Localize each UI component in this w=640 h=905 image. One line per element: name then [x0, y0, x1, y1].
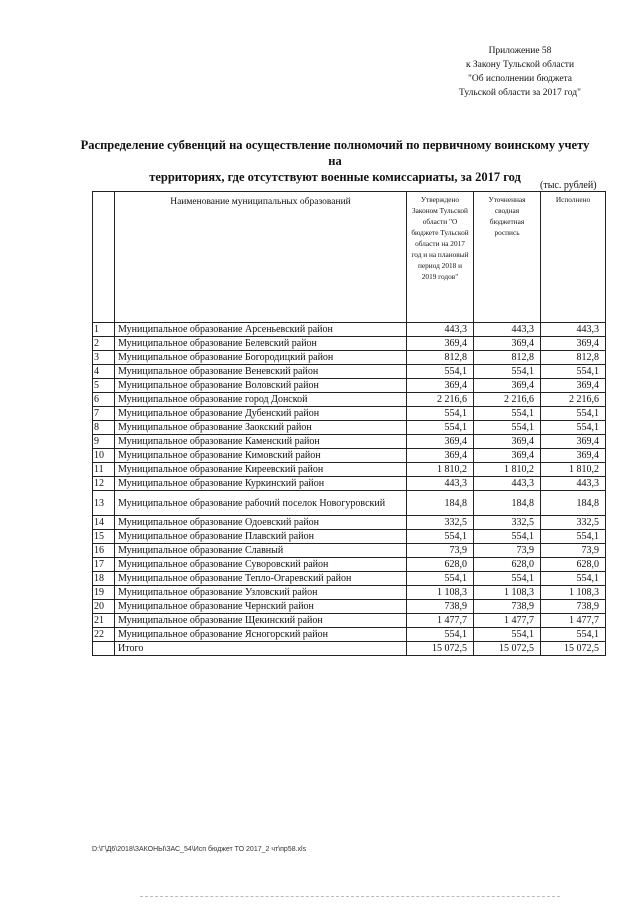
- row-executed: 628,0: [541, 558, 606, 572]
- row-name: Муниципальное образование Узловский район: [115, 586, 407, 600]
- row-revised: 1 477,7: [474, 614, 541, 628]
- appendix-line: "Об исполнении бюджета: [467, 74, 573, 84]
- row-approved: 369,4: [407, 337, 474, 351]
- row-index: 22: [93, 628, 115, 642]
- row-revised: 1 810,2: [474, 463, 541, 477]
- row-approved: 628,0: [407, 558, 474, 572]
- row-revised: 369,4: [474, 337, 541, 351]
- table-row: [93, 586, 606, 600]
- bottom-divider: [140, 896, 560, 897]
- row-approved: 738,9: [407, 600, 474, 614]
- row-revised: 2 216,6: [474, 393, 541, 407]
- row-executed: 554,1: [541, 407, 606, 421]
- row-name: Муниципальное образование Кимовский район: [115, 449, 407, 463]
- title-line: Распределение субвенций на осуществление полномочий по первичному воинскому учету на: [80, 138, 590, 168]
- total-label: Итого: [115, 642, 407, 656]
- row-approved: 184,8: [407, 491, 474, 516]
- row-approved: 554,1: [407, 365, 474, 379]
- appendix-header: [430, 44, 610, 100]
- table-row: [93, 628, 606, 642]
- row-executed: 812,8: [541, 351, 606, 365]
- row-revised: 628,0: [474, 558, 541, 572]
- row-index: 8: [93, 421, 115, 435]
- table-row: [93, 337, 606, 351]
- appendix-line: Приложение 58: [488, 46, 552, 56]
- total-executed: 15 072,5: [541, 642, 606, 656]
- row-approved: 443,3: [407, 323, 474, 337]
- row-index: 18: [93, 572, 115, 586]
- header-name: Наименование муниципальных образований: [115, 192, 407, 323]
- row-revised: 554,1: [474, 421, 541, 435]
- row-revised: 554,1: [474, 628, 541, 642]
- row-index: 19: [93, 586, 115, 600]
- row-revised: 554,1: [474, 365, 541, 379]
- table-row: [93, 351, 606, 365]
- table-row: [93, 449, 606, 463]
- row-name: Муниципальное образование Плавский район: [115, 530, 407, 544]
- row-executed: 443,3: [541, 323, 606, 337]
- row-approved: 554,1: [407, 572, 474, 586]
- row-executed: 184,8: [541, 491, 606, 516]
- row-revised: 369,4: [474, 449, 541, 463]
- row-index: 7: [93, 407, 115, 421]
- header-index: [93, 192, 115, 323]
- row-revised: 73,9: [474, 544, 541, 558]
- row-executed: 369,4: [541, 449, 606, 463]
- row-executed: 369,4: [541, 379, 606, 393]
- table-row: [93, 572, 606, 586]
- table-row: [93, 365, 606, 379]
- table-row: [93, 421, 606, 435]
- file-path-footer: D:\Г\Д6\2018\ЗАКОНЫ\ЗАС_54\Исп бюджет ТО 2017_2 чт\пр58.xls: [92, 846, 307, 853]
- row-approved: 332,5: [407, 516, 474, 530]
- row-approved: 554,1: [407, 407, 474, 421]
- row-name: Муниципальное образование Тепло-Огаревский район: [115, 572, 407, 586]
- row-approved: 369,4: [407, 379, 474, 393]
- row-executed: 369,4: [541, 435, 606, 449]
- table-row: [93, 544, 606, 558]
- row-name: Муниципальное образование Щекинский район: [115, 614, 407, 628]
- row-name: Муниципальное образование Славный: [115, 544, 407, 558]
- row-name: Муниципальное образование Заокский район: [115, 421, 407, 435]
- row-index: 3: [93, 351, 115, 365]
- table-row: [93, 407, 606, 421]
- row-name: Муниципальное образование Воловский район: [115, 379, 407, 393]
- row-revised: 554,1: [474, 530, 541, 544]
- row-name: Муниципальное образование Богородицкий район: [115, 351, 407, 365]
- row-index: 15: [93, 530, 115, 544]
- document-title: [80, 137, 590, 185]
- row-index: 2: [93, 337, 115, 351]
- title-line: территориях, где отсутствуют военные комиссариаты, за 2017 год: [149, 170, 521, 184]
- row-name: Муниципальное образование Веневский район: [115, 365, 407, 379]
- row-index: 13: [93, 491, 115, 516]
- row-index: 14: [93, 516, 115, 530]
- row-index: 16: [93, 544, 115, 558]
- table-row: [93, 393, 606, 407]
- table-row: [93, 516, 606, 530]
- row-index: 21: [93, 614, 115, 628]
- table-row: [93, 435, 606, 449]
- total-approved: 15 072,5: [407, 642, 474, 656]
- table-row: [93, 463, 606, 477]
- row-approved: 2 216,6: [407, 393, 474, 407]
- row-revised: 554,1: [474, 407, 541, 421]
- appendix-line: Тульской области за 2017 год": [459, 88, 581, 98]
- table-row: [93, 491, 606, 516]
- table-row: [93, 614, 606, 628]
- row-name: Муниципальное образование Чернский район: [115, 600, 407, 614]
- total-revised: 15 072,5: [474, 642, 541, 656]
- row-approved: 73,9: [407, 544, 474, 558]
- row-approved: 554,1: [407, 628, 474, 642]
- row-name: Муниципальное образование Каменский район: [115, 435, 407, 449]
- row-approved: 554,1: [407, 421, 474, 435]
- row-approved: 369,4: [407, 449, 474, 463]
- row-executed: 443,3: [541, 477, 606, 491]
- row-revised: 184,8: [474, 491, 541, 516]
- row-executed: 738,9: [541, 600, 606, 614]
- row-index: 20: [93, 600, 115, 614]
- row-revised: 443,3: [474, 323, 541, 337]
- row-name: Муниципальное образование Куркинский район: [115, 477, 407, 491]
- row-index: 5: [93, 379, 115, 393]
- row-executed: 554,1: [541, 530, 606, 544]
- row-revised: 1 108,3: [474, 586, 541, 600]
- row-executed: 554,1: [541, 628, 606, 642]
- units-label: (тыс. рублей): [540, 180, 597, 191]
- row-approved: 1 477,7: [407, 614, 474, 628]
- row-approved: 443,3: [407, 477, 474, 491]
- row-executed: 1 108,3: [541, 586, 606, 600]
- row-executed: 554,1: [541, 421, 606, 435]
- table-row: [93, 600, 606, 614]
- row-approved: 369,4: [407, 435, 474, 449]
- row-revised: 738,9: [474, 600, 541, 614]
- row-executed: 1 810,2: [541, 463, 606, 477]
- row-name: Муниципальное образование Ясногорский район: [115, 628, 407, 642]
- row-executed: 1 477,7: [541, 614, 606, 628]
- row-index: 10: [93, 449, 115, 463]
- row-index: 4: [93, 365, 115, 379]
- table-header-row: [93, 192, 606, 323]
- table-row: [93, 323, 606, 337]
- row-index: 11: [93, 463, 115, 477]
- row-name: Муниципальное образование город Донской: [115, 393, 407, 407]
- row-name: Муниципальное образование Одоевский район: [115, 516, 407, 530]
- row-revised: 812,8: [474, 351, 541, 365]
- row-name: Муниципальное образование Белевский район: [115, 337, 407, 351]
- row-name: Муниципальное образование Дубенский район: [115, 407, 407, 421]
- row-index: 9: [93, 435, 115, 449]
- row-executed: 332,5: [541, 516, 606, 530]
- row-revised: 443,3: [474, 477, 541, 491]
- row-name: Муниципальное образование рабочий поселок Новогуровский: [115, 491, 407, 516]
- table-row: [93, 558, 606, 572]
- row-revised: 554,1: [474, 572, 541, 586]
- row-index: 17: [93, 558, 115, 572]
- table-row: [93, 379, 606, 393]
- row-executed: 73,9: [541, 544, 606, 558]
- row-index: 6: [93, 393, 115, 407]
- appendix-line: к Закону Тульской области: [465, 60, 575, 70]
- row-approved: 1 108,3: [407, 586, 474, 600]
- header-approved: Утверждено Законом Тульской области "О бюджете Тульской области на 2017 год и на плановый период 2018 и 2019 годов": [407, 192, 474, 323]
- row-executed: 554,1: [541, 572, 606, 586]
- header-revised: Уточненная сводная бюджетная роспись: [474, 192, 541, 323]
- row-executed: 369,4: [541, 337, 606, 351]
- total-row: [93, 642, 606, 656]
- row-approved: 812,8: [407, 351, 474, 365]
- row-executed: 554,1: [541, 365, 606, 379]
- row-name: Муниципальное образование Суворовский район: [115, 558, 407, 572]
- row-approved: 554,1: [407, 530, 474, 544]
- row-revised: 332,5: [474, 516, 541, 530]
- row-index: 12: [93, 477, 115, 491]
- row-revised: 369,4: [474, 435, 541, 449]
- row-name: Муниципальное образование Арсеньевский район: [115, 323, 407, 337]
- row-index: 1: [93, 323, 115, 337]
- table-row: [93, 477, 606, 491]
- row-executed: 2 216,6: [541, 393, 606, 407]
- row-revised: 369,4: [474, 379, 541, 393]
- subvention-table: [92, 191, 606, 656]
- row-approved: 1 810,2: [407, 463, 474, 477]
- row-name: Муниципальное образование Киреевский район: [115, 463, 407, 477]
- total-index: [93, 642, 115, 656]
- header-executed: Исполнено: [541, 192, 606, 323]
- table-row: [93, 530, 606, 544]
